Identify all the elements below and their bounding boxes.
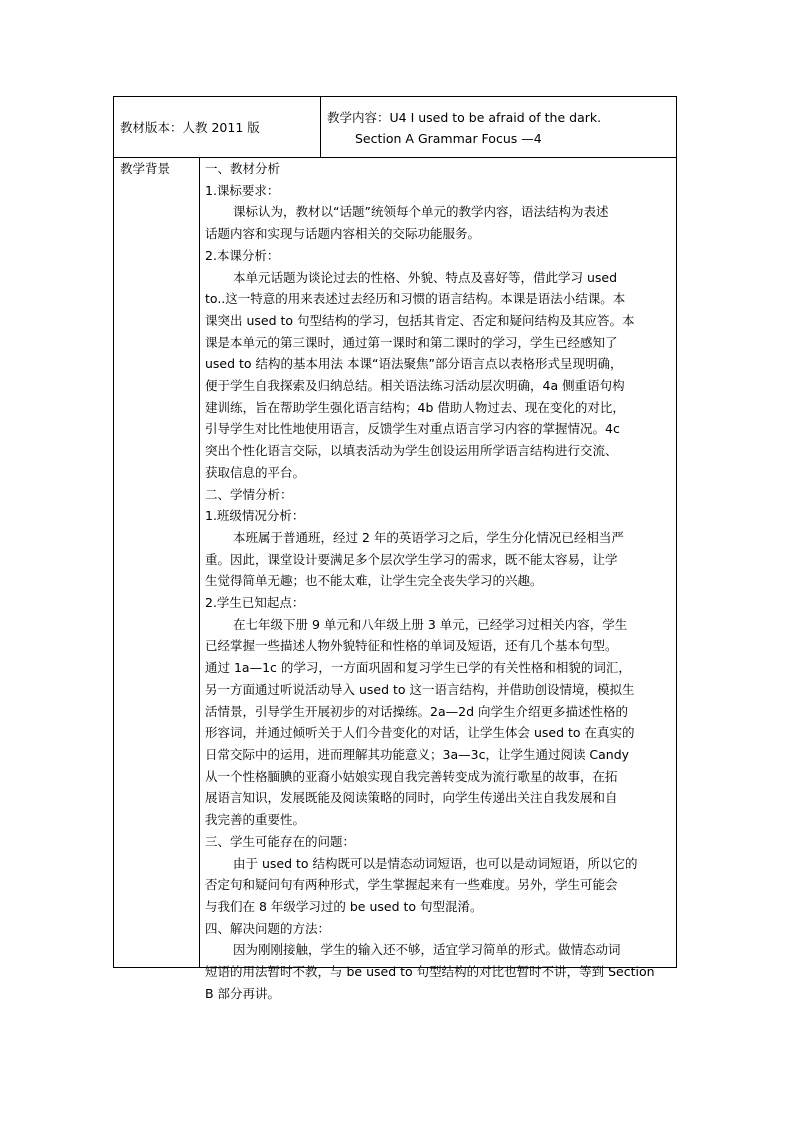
text-line: 2.学生已知起点： xyxy=(205,595,305,611)
background-content xyxy=(205,158,673,1004)
text-line: 本班属于普通班，经过 2 年的英语学习之后，学生分化情况已经相当严 xyxy=(233,529,624,545)
text-line: 建训练，旨在帮助学生强化语言结构；4b 借助人物过去、现在变化的对比， xyxy=(205,399,625,415)
text-line: 二、学情分析： xyxy=(205,486,293,502)
text-line: 从一个性格腼腆的亚裔小姑娘实现自我完善转变成为流行歌星的故事，在拓 xyxy=(205,768,618,784)
text-line: 2.本课分析： xyxy=(205,247,280,263)
text-line: 在七年级下册 9 单元和八年级上册 3 单元，已经学习过相关内容，学生 xyxy=(233,616,628,632)
text-line: 三、学生可能存在的问题： xyxy=(205,833,356,849)
text-line: 课标认为，教材以“话题”统领每个单元的教学内容，语法结构为表述 xyxy=(233,204,609,220)
text-line: 活情景，引导学生开展初步的对话操练。2a—2d 向学生介绍更多描述性格的 xyxy=(205,703,628,719)
text-line: 1.课标要求： xyxy=(205,182,280,198)
text-line: 话题内容和实现与话题内容相关的交际功能服务。 xyxy=(205,226,481,242)
text-line: 获取信息的平台。 xyxy=(205,464,306,480)
text-line: B 部分再讲。 xyxy=(205,985,281,1001)
text-line: 通过 1a—1c 的学习，一方面巩固和复习学生已学的有关性格和相貌的词汇， xyxy=(205,660,631,676)
text-line: 已经掌握一些描述人物外貌特征和性格的单词及短语，还有几个基本句型。 xyxy=(205,638,618,654)
text-line: 日常交际中的运用，进而理解其功能意义；3a—3c，让学生通过阅读 Candy xyxy=(205,746,630,762)
text-line: 与我们在 8 年级学习过的 be used to 句型混淆。 xyxy=(205,898,483,914)
label-column-divider xyxy=(199,157,200,967)
header-column-divider xyxy=(320,97,321,157)
text-line: 一、教材分析 xyxy=(205,161,281,176)
text-line: 重。因此，课堂设计要满足多个层次学生学习的需求，既不能太容易，让学 xyxy=(205,551,618,567)
background-label: 教学背景 xyxy=(120,161,171,176)
text-line: 引导学生对比性地使用语言，反馈学生对重点语言学习内容的掌握情况。4c xyxy=(205,421,620,437)
text-line: 生觉得简单无趣；也不能太难，让学生完全丧失学习的兴趣。 xyxy=(205,573,543,589)
text-line: 突出个性化语言交际，以填表活动为学生创设运用所学语言结构进行交流、 xyxy=(205,443,618,459)
text-line: 1.班级情况分析： xyxy=(205,508,305,524)
text-line: to..这一特意的用来表述过去经历和习惯的语言结构。本课是语法小结课。本 xyxy=(205,291,626,307)
text-line: 形容词，并通过倾听关于人们今昔变化的对话，让学生体会 used to 在真实的 xyxy=(205,725,635,741)
text-line: 另一方面通过听说活动导入 used to 这一语言结构，并借助创设情境，模拟生 xyxy=(205,681,635,697)
text-line: 展语言知识，发展既能及阅读策略的同时，向学生传递出关注自我发展和自 xyxy=(205,790,618,806)
text-line: 便于学生自我探索及归纳总结。相关语法练习活动层次明确，4a 侧重语句构 xyxy=(205,378,625,394)
text-line: 我完善的重要性。 xyxy=(205,812,306,828)
text-line: 由于 used to 结构既可以是情态动词短语，也可以是动词短语，所以它的 xyxy=(233,855,638,871)
text-line: 课突出 used to 句型结构的学习，包括其肯定、否定和疑问结构及其应答。本 xyxy=(205,312,635,328)
text-line: 本单元话题为谈论过去的性格、外貌、特点及喜好等，借此学习 used xyxy=(233,269,618,285)
lesson-plan-table xyxy=(113,96,677,1001)
text-line: 否定句和疑问句有两种形式，学生掌握起来有一些难度。另外，学生可能会 xyxy=(205,877,618,893)
text-line: 四、解决问题的方法： xyxy=(205,920,331,936)
content-cell-line2: Section A Grammar Focus —4 xyxy=(355,131,542,146)
edition-cell: 教材版本：人教 2011 版 xyxy=(120,120,260,135)
text-line: 因为刚刚接触，学生的输入还不够，适宜学习简单的形式。做情态动词 xyxy=(233,942,621,958)
text-line: 课是本单元的第三课时，通过第一课时和第二课时的学习，学生已经感知了 xyxy=(205,334,618,350)
text-line: 短语的用法暂时不教，与 be used to 句型结构的对比也暂时不讲，等到 Section xyxy=(205,964,655,980)
content-cell-line1: 教学内容：U4 I used to be afraid of the dark. xyxy=(327,110,602,125)
text-line: used to 结构的基本用法 本课“语法聚焦”部分语言点以表格形式呈现明确， xyxy=(205,356,623,372)
